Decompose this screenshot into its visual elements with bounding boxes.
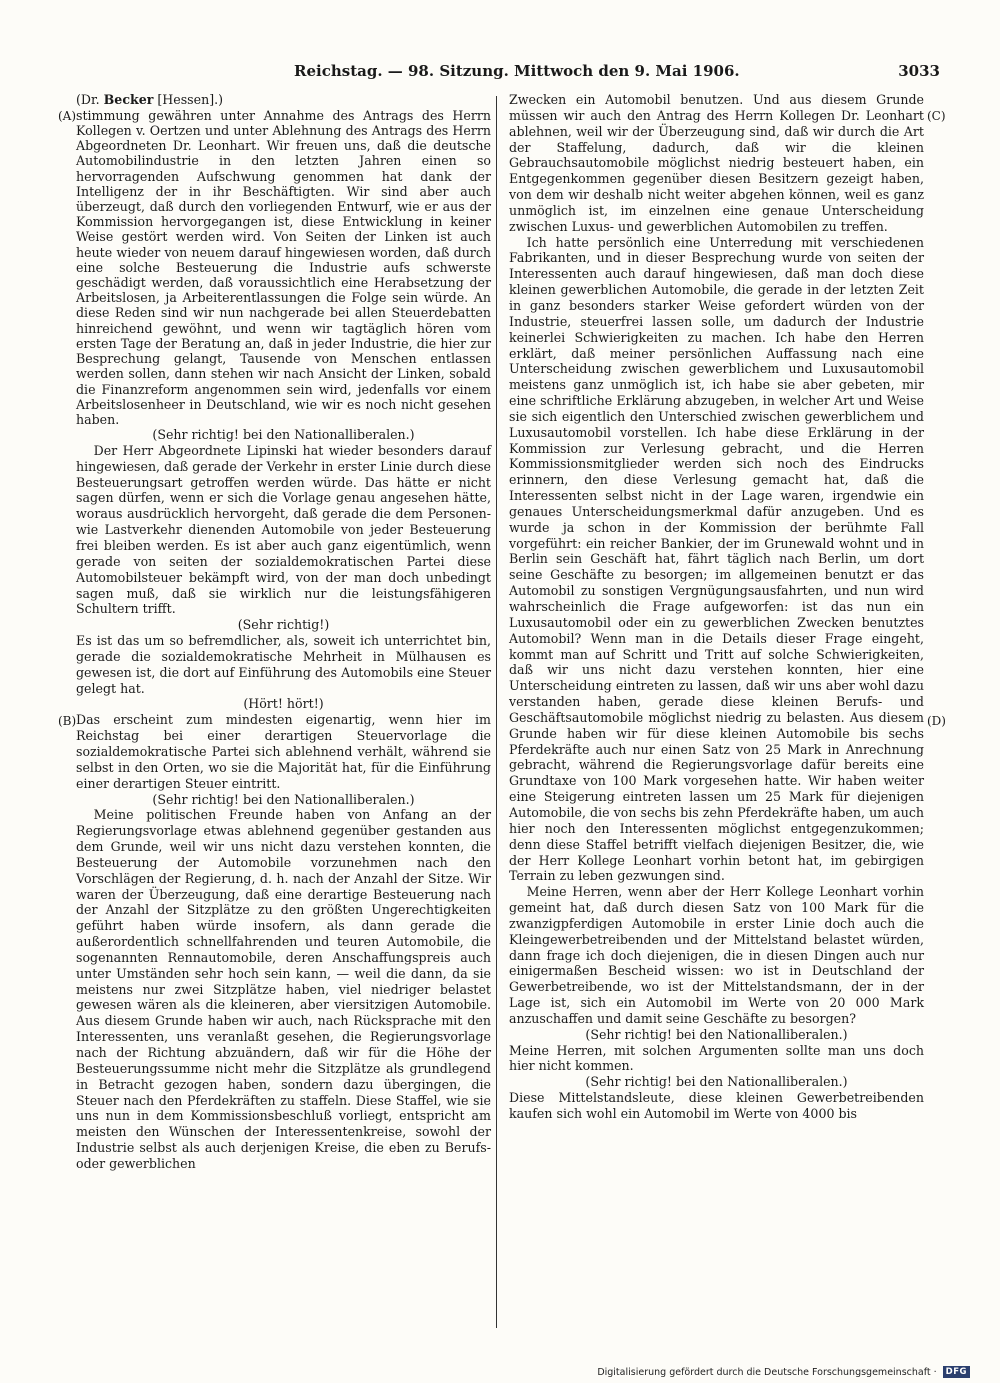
paragraph: Ich hatte persönlich eine Unterredung mit verschiedenen Fabrikanten, und in dieser Besprechung wurde von seiten der Interessenten auch darauf hingewiesen, daß man doch diese kleinen gewerblichen Automobile, die gerade in der letzten Zeit in ganz besonders starker Weise gefordert würden von der Industrie, steuerfrei lassen solle, um dadurch der Industrie keinerlei Schwierigkeiten zu machen. Ich habe den Herren erklärt, daß meiner persönlichen Auffassung nach eine Unterscheidung zwischen gewerblichem und Luxusautomobil meistens ganz unmöglich ist, ich habe sie aber gebeten, mir eine schriftliche Erklärung abzugeben, in welcher Art und Weise sie sich eigentlich den Unterschied zwischen gewerblichem und Luxusautomobil vorstellen. Ich habe diese Erklärung in der Kommission zur Verlesung gebracht, und die Herren Kommissionsmitglieder werden sich noch des Eindrucks erinnern, den diese Verlesung gemacht hat, daß die Interessenten selbst nicht in der Lage waren, irgendwie ein genaues Unterscheidungsmerkmal dafür anzugeben. Und es wurde ja schon in der Kommission der berühmte Fall vorgeführt: ein reicher Bankier, der im Grunewald wohnt und in Berlin sein Geschäft hat, fährt täglich nach Berlin, um dort seine Geschäfte zu besorgen; im allgemeinen benutzt er das Automobil zu sonstigen Vergnügungsausfahrten, und nun wird wahrscheinlich die Frage aufgeworfen: ist das nun ein Luxusautomobil oder ein zu gewerblichen Zwecken benutztes Automobil? Wenn man in die Details dieser Frage eingeht, kommt man auf Schritt und Tritt auf solche Schwierigkeiten, daß wir uns nicht dazu verstehen konnten, hier eine Unterscheidung eintreten zu lassen, daß wir uns aber wohl dazu verstanden haben, gerade diese kleinen Berufs- und Geschäftsautomobile möglichst niedrig zu belasten. Aus diesem Grunde haben wir für diese kleinen Automobile bis sechs Pferdekräfte auch nur einen Satz von 25 Mark in Anrechnung gebracht, während die Regierungsvorlage dafür bereits eine Grundtaxe von 100 Mark vorgesehen hatte. Wir haben weiter eine Steigerung eintreten lassen um 25 Mark für diejenigen Automobile, die von sechs bis zehn Pferdekräfte haben, um auch hier noch den Interessenten möglichst entgegenzukommen; denn diese Staffel betrifft vielfach diejenigen Besitzer, die, wie der Herr Kollege Leonhart vorhin betont hat, im gebirgigen Terrain zu leben gezwungen sind. bbox=[509, 234, 924, 884]
speaker-suffix: [Hessen].) bbox=[153, 92, 224, 107]
right-column bbox=[509, 92, 924, 1122]
margin-marker-b: (B) bbox=[58, 714, 77, 728]
margin-marker-a: (A) bbox=[58, 109, 77, 123]
paragraph: Diese Mittelstandsleute, diese kleinen Gewerbetreibenden kaufen sich wohl ein Automobil im Werte von 4000 bis bbox=[509, 1090, 924, 1121]
interjection: (Sehr richtig!) bbox=[237, 617, 330, 633]
paragraph: Der Herr Abgeordnete Lipinski hat wieder besonders darauf hingewiesen, daß gerade der Verkehr in erster Linie durch diese Besteuerungsart getroffen werden würde. Das hätte er nicht sagen dürfen, wenn er sich die Vorlage genau angesehen hätte, woraus ausdrücklich hervorgeht, daß gerade die dem Personen- wie Lastverkehr dienenden Automobile von jeder Besteuerung frei bleiben werden. Es ist aber auch ganz eigentümlich, wenn gerade von seiten der sozialdemokratischen Partei diese Automobilsteuer bekämpft wird, von der man doch unbedingt sagen muß, daß sie wirklich nur die leistungsfähigeren Schultern trifft. bbox=[76, 442, 491, 617]
running-header: Reichstag. — 98. Sitzung. Mittwoch den 9. Mai 1906. bbox=[294, 62, 740, 80]
paragraph: Zwecken ein Automobil benutzen. Und aus diesem Grunde müssen wir auch den Antrag des Herrn Kollegen Dr. Leonhart ablehnen, weil wir der Überzeugung sind, daß wir durch die Art der Staffelung, dadurch, daß wir die kleinen Gebrauchsautomobile möglichst niedrig besteuert haben, ein Entgegenkommen gegenüber diesen Besitzern gezeigt haben, von dem wir deshalb nicht weiter abgehen können, weil es ganz unmöglich ist, im einzelnen eine genaue Unterscheidung zwischen Luxus- und gewerblichen Automobilen zu treffen. bbox=[509, 92, 924, 234]
margin-marker-c: (C) bbox=[927, 109, 946, 123]
margin-marker-d: (D) bbox=[927, 714, 946, 728]
interjection: (Sehr richtig! bei den Nationalliberalen.) bbox=[585, 1026, 848, 1042]
paragraph: stimmung gewähren unter Annahme des Antrags des Herrn Kollegen v. Oertzen und unter Ablehnung des Antrags des Herrn Abgeordneten Dr. Leonhart. Wir freuen uns, daß die deutsche Automobilindustrie in den letzten Jahren einen so hervorragenden Aufschwung genommen hat dank der Intelligenz der in ihr Beschäftigten. Wir sind aber auch überzeugt, daß durch den vorliegenden Entwurf, wie er aus der Kommission hervorgegangen ist, diese Entwicklung in keiner Weise gestört werden wird. Von Seiten der Linken ist auch heute wieder von neuem darauf hingewiesen worden, daß durch eine solche Besteuerung die Industrie aufs schwerste geschädigt werden, daß voraussichtlich eine Herabsetzung der Arbeitslosen, ja Arbeiterentlassungen die Folge sein würde. An diese Reden sind wir nun nachgerade bei allen Steuerdebatten hinreichend gewöhnt, und wenn wir tagtäglich hören vom ersten Tage der Beratung an, daß in jeder Industrie, die hier zur Besprechung gelangt, Tausende von Menschen entlassen werden sollen, dann stehen wir nach Ansicht der Linken, sobald die Finanzreform angenommen sein wird, jedenfalls vor einem Arbeitslosenheer in Deutschland, wie wir es noch nicht gesehen haben. bbox=[76, 107, 491, 427]
column-divider bbox=[496, 96, 497, 1328]
paragraph: Meine Herren, mit solchen Argumenten sollte man uns doch hier nicht kommen. bbox=[509, 1042, 924, 1074]
page-header bbox=[60, 60, 940, 84]
paragraph: Das erscheint zum mindesten eigenartig, wenn hier im Reichstag bei einer derartigen Steuervorlage die sozialdemokratische Partei sich ablehnend verhält, während sie selbst in den Orten, wo sie die Majorität hat, für die Einführung einer derartigen Steuer eintritt. bbox=[76, 712, 491, 791]
paragraph: Meine Herren, wenn aber der Herr Kollege Leonhart vorhin gemeint hat, daß durch diesen Satz von 100 Mark für die zwanzigpferdigen Automobile in erster Linie doch auch die Kleingewerbetreibenden und der Mittelstand belastet würden, dann frage ich doch diejenigen, die in diesen Dingen auch nur einigermaßen Bescheid wissen: wo ist in Deutschland der Gewerbetreibende, wo ist der Mittelstandsmann, der in der Lage ist, sich ein Automobil im Werte von 20 000 Mark anzuschaffen und damit seine Geschäfte zu besorgen? bbox=[509, 884, 924, 1026]
paragraph: Meine politischen Freunde haben von Anfang an der Regierungsvorlage etwas ablehnend gegenüber gestanden aus dem Grunde, weil wir uns nicht dazu verstehen konnten, die Besteuerung der Automobile vorzunehmen nach den Vorschlägen der Regierung, d. h. nach der Anzahl der Sitze. Wir waren der Überzeugung, daß eine derartige Besteuerung nach der Anzahl der Sitzplätze zu den größten Ungerechtigkeiten geführt haben würde insofern, als dann gerade die außerordentlich schnellfahrenden und teuren Automobile, die sogenannten Rennautomobile, deren Anschaffungspreis auch unter Umständen sehr hoch sein kann, — weil die dann, da sie meistens nur zwei Sitzplätze haben, viel niedriger belastet gewesen wären als die kleineren, aber viersitzigen Automobile. Aus diesem Grunde haben wir auch, nach Rücksprache mit den Interessenten, uns veranlaßt gesehen, die Regierungsvorlage nach der Richtung abzuändern, daß wir für die Höhe der Besteuerungssumme nicht mehr die Sitzplätze als grundlegend in Betracht gezogen haben, sondern dazu übergingen, die Steuer nach den Pferdekräften zu staffeln. Diese Staffel, wie sie uns nun in dem Kommissionsbeschluß vorliegt, entspricht am meisten den Wünschen der Interessentenkreise, sowohl der Industrie selbst als auch derjenigen Kreise, die eben zu Berufs- oder gewerblichen bbox=[76, 807, 491, 1171]
interjection: (Sehr richtig! bei den Nationalliberalen.) bbox=[152, 427, 415, 443]
paragraph: Es ist das um so befremdlicher, als, soweit ich unterrichtet bin, gerade die sozialdemokratische Mehrheit in Mülhausen es gewesen ist, die dort auf Einführung des Automobils eine Steuer gelegt hat. bbox=[76, 633, 491, 696]
left-column bbox=[76, 92, 491, 1172]
speaker-name: Becker bbox=[103, 92, 154, 107]
interjection: (Sehr richtig! bei den Nationalliberalen.) bbox=[585, 1074, 848, 1090]
footer-text: Digitalisierung gefördert durch die Deutsche Forschungsgemeinschaft · bbox=[597, 1366, 937, 1378]
interjection: (Hört! hört!) bbox=[243, 696, 324, 712]
interjection: (Sehr richtig! bei den Nationalliberalen.) bbox=[152, 791, 415, 807]
speaker-line bbox=[76, 92, 491, 108]
speaker-prefix: (Dr. bbox=[76, 92, 104, 107]
digitization-footer bbox=[597, 1366, 970, 1378]
page-number: 3033 bbox=[898, 62, 940, 80]
dfg-logo-icon: DFG bbox=[943, 1366, 970, 1378]
